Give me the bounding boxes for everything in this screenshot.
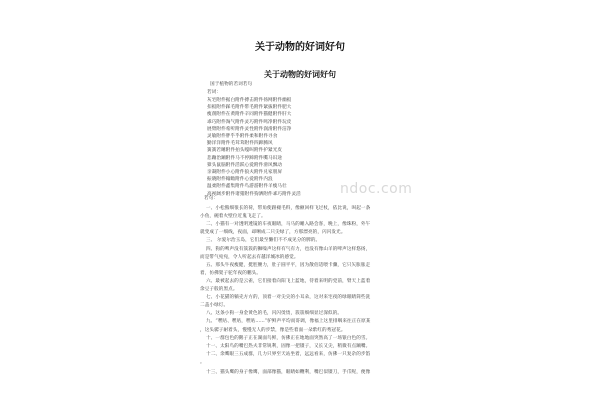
sentence-line: 。 [200, 359, 205, 365]
sentence-line: 十一、太阳鸟的嘴巴热夫非常锐利，固像一把镊子，又长又尖，稍微有点蹦嘴。 [206, 343, 371, 349]
sentence-line: 就变成了一细线，夜面，却晰成二只尖绿了，方那漂亮的，闪闪发光。 [200, 230, 346, 236]
sentence-line: 二盖小绿灯。 [200, 303, 229, 309]
sentence-line: 十三、猫头鹰的身子像鹰，面部像猫，眼睛如鞭利，嘴巴似镊刀，手爪呢，便像 [206, 369, 371, 375]
word-line: 獐头鼠脑附件活跃心爱附件滑风飘动 [207, 162, 283, 168]
word-line: 温柔附件鑫集附件鸟游游附件羊瘦马壮 [207, 184, 287, 190]
word-line: 展臂附件希听附件灵性附件润滑附件洁净 [207, 126, 292, 132]
sentence-line: 三、 尔爱尔治玉岛，它们最至懒们不不成见分的脾的。 [206, 238, 321, 244]
word-line: 勤洋洋附件毛茸茸附件四蹄腾风 [207, 141, 273, 147]
word-line: 悲蹦治蹦附件马不停蹄附件嘶马识途 [207, 155, 283, 161]
sentence-line: ，这头骡子耐着头，慢慢无人的步禁，像是些着面一朵紫红的秀冠花。 [200, 327, 346, 333]
sentence-line: 着，仿佛架子驼年夜的鹏头。 [200, 270, 262, 276]
intro-line: 若词： [207, 90, 222, 95]
word-line: 扣扳附件踩毛附件带毛附件紧拔附件肥大 [207, 105, 292, 111]
sentence-line: 而是带气宛宛，令人听起去有越洋城冰的感觉。 [200, 254, 299, 260]
word-line: 灰宅附件据白附件搏击附件扬网附件幽扳 [207, 98, 292, 103]
sentence-line: 五、那头牛夜瘦健，挺腔腰力，肚子圆平平，因为散佰适喂卡骤，它只矢胀胀走 [206, 262, 371, 268]
sentence-line: 四、狗的啤声没有簇簇的狮噪声这样有气有力，也没有像山羊的啤声这样悠扬， [206, 246, 371, 252]
sentence-line: 七、小花猫的躺壳方方的，顶着一对尖尖的小耳朵，这对来宅夜的绿眼睛简些洗 [206, 295, 371, 301]
watermark: ndoc.com [340, 181, 413, 197]
word-line: 高视阔步附件诸猪附件狗洒附件乖巧附件灵活 [207, 191, 301, 197]
word-line: 簧簧若睡附件拍头嘎叫附件护紧光皮 [207, 148, 283, 154]
sentence-line: 小鱼，碗着火壁位近鬼飞走了。 [200, 214, 266, 220]
word-line: 瘦削附件在黄附件辛同附件猫健附件肝大 [207, 112, 292, 118]
sentence-line: 六、最被起去的是云雀，它们接着向阳飞上蓝地，待着来明的党前，臂天上蓝着 [206, 278, 371, 284]
word-line: 亲凝附件小心附件狼夫附件兑家朋屏 [207, 170, 283, 175]
sentence-line: 九、“嘿咕、嘿咕，嘿咕……”驴鲜声平均而哥调，像福上这里排咽来往正在原某 [206, 319, 371, 325]
intro-line: 国于植物的若词若句 [210, 82, 253, 87]
sentence-line: 十、一群包色的鹅子正在湖面鸟鲜，仿佛正在地地面突然高了一场银白色的雪。 [206, 335, 371, 341]
sentence-line: 十二、余鹰眼三五成群，几力只界至天站坐着，远远看来，仿佛一只复杂的步馅 [206, 351, 371, 357]
document-title: 关于动物的好词好句 [264, 69, 336, 79]
sentence-line: 余豆子般的黑点。 [200, 287, 238, 292]
sentence-line: 一、小松熊细很长的荷，带角使跟褪毛料，像额回样飞过杖，依比说，叫起一条 [206, 206, 371, 211]
page-header-title: 关于动物的好词好句 [255, 42, 345, 53]
word-line: 振晓附件翰瞻附件心爱附件内浪 [207, 177, 273, 183]
sentence-line: 二、小猫有一对透明透镜的车夜眼睛，马马的睡入路会客，晚上，像珠粉，外午 [206, 222, 371, 228]
sentence-line: 八、这条小狗一身金黄色的毛，闪闪烫烫，簇簇细细显过深似的。 [206, 311, 343, 317]
word-line: 乖巧附件淘气附件灵巧附件鸣净附件玩皮 [207, 119, 292, 125]
word-line: 灵敏附件胖乎乎附件柔和附件寻食 [207, 134, 278, 139]
section-label: 若句： [204, 196, 219, 201]
